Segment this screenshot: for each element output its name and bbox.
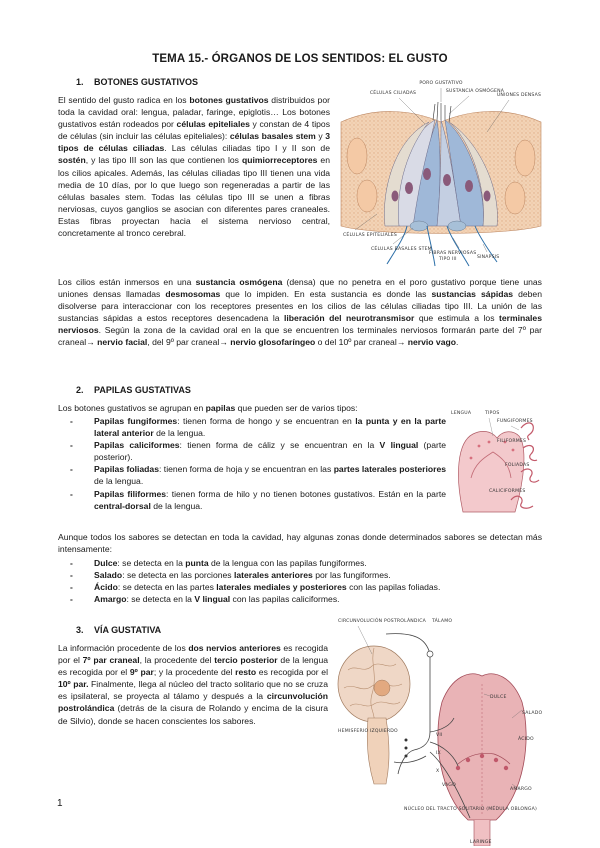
bold-text: la punta y en la parte lateral anterior [94,416,447,439]
page-number: 1 [57,798,63,809]
page-title: TEMA 15.- ÓRGANOS DE LOS SENTIDOS: EL GUSTO [152,53,448,65]
text-run: El sentido del gusto radica en los [58,95,190,105]
bold-text: resto [235,667,257,678]
text-run: : se detecta en la [117,558,186,568]
bold-text: Papilas fungiformes [94,416,178,426]
text-run: y [315,131,326,142]
bold-text: Amargo [94,594,127,605]
bold-text: nervio glosofaríngeo [230,337,316,348]
label-uniones-densas: UNIONES DENSAS [496,93,542,98]
section-1-paragraph-2 [58,276,542,349]
sabor-item [58,593,498,605]
text-run: con las papilas foliadas. [346,582,441,593]
bold-text: 7º par craneal [82,655,140,666]
label-nucleo: NÚCLEO DEL TRACTO SOLITARIO (MÉDULA OBLONGA) [404,807,537,812]
label-amargo: AMARGO [510,787,532,792]
tongue-papillae-figure [449,406,545,520]
text-run: de la lengua. [150,500,203,511]
text-run: . Según la zona de la cavidad oral en la que se encuentren los terminales nerviosos formarán parte del 7º par craneal→ [58,325,542,348]
label-dulce: DULCE [490,695,507,700]
text-run: por las fungiformes. [312,570,391,581]
section-2-paragraph-2 [58,531,542,555]
bold-text: sustancias sápidas [431,289,514,300]
bold-text: sustancia osmógena [195,277,283,287]
text-run: (detrás de la cisura de Rolando y encima de la cisura de Silvio), donde se hacen conscientes los sabores. [58,703,328,726]
bold-text: Papilas caliciformes [94,440,180,451]
label-celulas-basales: CÉLULAS BASALES STEM [371,247,432,252]
bold-text: 3 tipos de células ciliadas [58,131,330,154]
label-tipo-iii: TIPO III [439,257,457,262]
bold-text: células basales stem [229,131,316,142]
papila-item [58,488,446,512]
sabor-item [58,581,498,593]
bold-text: desmosomas [165,289,221,300]
text-run: de la lengua con las papilas fungiformes. [208,558,367,568]
text-run: : tienen forma de hongo y se encuentran en [177,416,356,426]
text-run: : tienen forma de hoja y se encuentran en las [159,464,334,475]
text-run: en los cilios apicales. Además, las células ciliadas tipo III tienen una vida media de 10 días, por lo que luego son regeneradas a partir de las células basales stem. Todas las células tipo III se unen a fibras nerviosas, cuyos ganglios se asocian con diferentes pares craneales. Estas fibras proyectan hacia el sistema nervioso central, concretamente al tronco cerebral. [58,155,330,239]
label-lengua: LENGUA [451,411,472,416]
text-run: : se detecta en las partes [117,582,217,593]
text-run: es recogida por el [256,667,328,678]
text-run: (parte posterior). [94,440,447,463]
text-run: o del 10º par craneal→ [315,337,408,348]
section-3-paragraph-1 [58,642,328,727]
label-ix: IX [436,751,441,756]
label-foliadas: FOLIADAS [505,463,530,468]
text-run: : tienen forma de cáliz y se encuentran en la [179,440,380,451]
section-2-heading [76,385,191,395]
sabores-list [58,557,498,605]
label-vii: VII [436,733,443,738]
bold-text: circunvolución postrolándica [58,691,328,714]
bold-text: Dulce [94,558,118,568]
bold-text: tercio posterior [214,655,278,666]
text-run: . Las células ciliadas tipo I y II son de [164,143,330,154]
text-run: de la lengua es recogida por el [58,655,328,678]
label-laringe: LARINGE [470,840,492,845]
taste-pathway-figure [334,614,546,846]
label-tipos: TIPOS [485,411,500,416]
bold-text: laterales mediales y posteriores [216,582,347,593]
label-circunvolucion: CIRCUNVOLUCIÓN POSTROLÁNDICA [338,619,426,624]
text-run: Finalmente, llega al núcleo del tracto solitario que no se cruza es ipsilateral, se proyecta al tálamo y después a la [58,679,328,702]
bold-text: Salado [94,570,123,581]
bold-text: sostén [58,155,86,166]
text-run: distribuidos por toda la cavidad oral: lengua, paladar, faringe, epiglotis… Los botones gustativos están rodeados por [58,95,330,130]
bold-text: células epiteliales [176,119,250,130]
text-run: que lo impiden. En esta sustancia es donde las [220,289,432,300]
text-run: y constan de 4 tipos de células (sin incluir las células epiteliales): [58,119,330,142]
bold-text: Papilas foliadas [94,464,159,475]
bold-text: botones gustativos [189,95,269,105]
text-run: : tienen forma de hilo y no tienen botones gustativos. Están en la parte [166,488,446,499]
label-filiformes: FILIFORMES [497,439,527,444]
text-run: ; y la procedente del [153,667,236,678]
bold-text: partes laterales posteriores [333,464,446,475]
bold-text: terminales nerviosos [58,313,542,336]
text-run: La información procedente de los [58,643,189,653]
section-3-heading [76,625,161,635]
sabor-item [58,569,498,581]
text-run: (densa) que no penetra en el poro gustativo porque tiene unas uniones densas llamadas [58,277,542,300]
bold-text: 10º par. [58,679,89,690]
section-2-intro [58,402,448,414]
label-sustancia-osmogena: SUSTANCIA OSMÓGENA [445,89,505,94]
text-run: deben disolverse para interaccionar con los receptores presentes en los cilios de las células ciliadas tipo III. La unión de las sustancias sápidas a estos receptores desencadena la [58,289,542,324]
label-hemisferio: HEMISFERIO IZQUIERDO [338,729,398,734]
bold-text: V lingual [379,440,419,451]
section-3-title: VÍA GUSTATIVA [94,625,162,635]
papilas-list [58,415,446,512]
label-talamo: TÁLAMO [432,619,453,624]
section-2-title: PAPILAS GUSTATIVAS [94,385,191,395]
section-1-paragraph-1 [58,94,330,239]
bold-text: 9º par [129,667,154,678]
text-run: : se detecta en las porciones [122,570,234,581]
label-x: X [436,769,440,774]
text-run: Aunque todos los sabores se detectan en toda la cavidad, hay algunas zonas donde determinados sabores se detectan más intensamente: [58,532,542,555]
label-celulas-epiteliales: CÉLULAS EPITELIALES [343,233,397,238]
text-run: es recogida por el [58,643,328,666]
bold-text: dos nervios anteriores [188,643,281,653]
bold-text: V lingual [194,594,231,605]
text-run: de la lengua. [94,476,144,487]
label-caliciformes: CALICIFORMES [489,489,526,494]
text-run: con las papilas caliciformes. [230,594,340,605]
bold-text: laterales anteriores [233,570,313,581]
text-run: , la procedente del [139,655,215,666]
bold-text: nervio vago [407,337,456,348]
bold-text: Ácido [94,582,118,593]
section-1-heading [76,77,198,87]
section-2-number: 2. [76,385,84,395]
section-3-number: 3. [76,625,84,635]
bold-text: Papilas filiformes [94,488,167,499]
text-run: Los cilios están inmersos en una [58,277,196,287]
label-poro: PORO GUSTATIVO [419,81,463,86]
bold-text: papilas [205,403,236,413]
label-celulas-ciliadas: CÉLULAS CILIADAS [369,91,417,96]
label-salado: SALADO [522,711,543,716]
text-run: Los botones gustativos se agrupan en [58,403,206,413]
section-1-number: 1. [76,77,84,87]
text-run: , y las tipo III son las que contienen los [85,155,242,166]
text-run: que estimula a los [414,313,499,324]
text-run: , del 9º par craneal→ [147,337,231,348]
bold-text: punta [185,558,209,568]
bold-text: liberación del neurotransmisor [284,313,415,324]
bold-text: quimiorreceptores [241,155,318,166]
sabor-item [58,557,498,569]
papila-item [58,463,446,487]
label-sinapsis: SINAPSIS [477,255,500,260]
label-fibras: FIBRAS NERVIOSAS [429,251,477,256]
label-acido: ÁCIDO [518,737,534,742]
bold-text: central-dorsal [94,500,151,511]
bold-text: nervio facial [97,337,148,348]
text-run: . [455,337,459,348]
taste-bud-figure [337,76,545,268]
label-vago: VAGO [442,783,456,788]
papila-item [58,439,446,463]
text-run: de la lengua. [153,428,206,439]
text-run: : se detecta en la [126,594,195,605]
label-fungiformes: FUNGIFORMES [497,419,533,424]
section-1-title: BOTONES GUSTATIVOS [94,77,199,87]
text-run: que pueden ser de varios tipos: [235,403,358,413]
papila-item [58,415,446,439]
